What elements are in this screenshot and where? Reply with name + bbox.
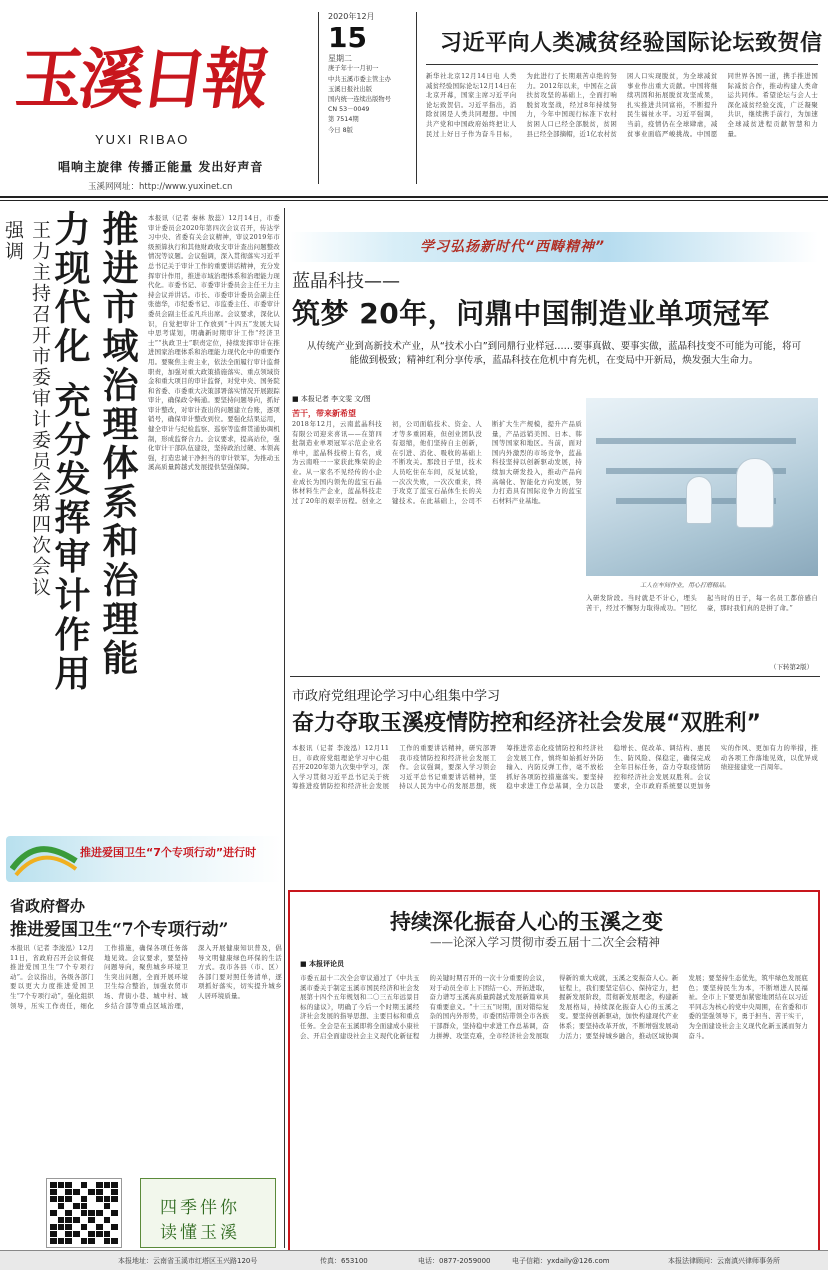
qr-cell (96, 1189, 103, 1195)
masthead-slogan: 唱响主旋律 传播正能量 发出好声音 (58, 160, 264, 174)
qr-cell (104, 1238, 111, 1244)
cn-label: 国内统一连续出版物号 (328, 96, 391, 104)
qr-cell (104, 1217, 111, 1223)
qr-cell (111, 1224, 118, 1230)
qr-cell (73, 1224, 80, 1230)
aiwei-headline-1[interactable]: 省政府督办 (10, 897, 86, 915)
qr-cell (65, 1182, 72, 1188)
commentary-headline[interactable]: 持续深化振奋人心的玉溪之变 (390, 909, 663, 934)
qr-cell (58, 1203, 65, 1209)
top-story-headline[interactable]: 习近平向人类减贫经验国际论坛致贺信 (440, 31, 823, 56)
qr-cell (58, 1189, 65, 1195)
section-rule (290, 676, 820, 677)
issue-number: 第 7514期 (328, 116, 359, 124)
qr-cell (50, 1203, 57, 1209)
byline-square-icon: ■ (292, 395, 301, 403)
qr-cell (96, 1217, 103, 1223)
qr-cell (104, 1224, 111, 1230)
qr-cell (65, 1196, 72, 1202)
qr-cell (50, 1238, 57, 1244)
commentary-label: ■ 本报评论员 (300, 960, 345, 968)
qr-cell (88, 1182, 95, 1188)
qr-cell (58, 1182, 65, 1188)
qr-cell (58, 1217, 65, 1223)
party-kicker: 市政府党组理论学习中心组集中学习 (292, 689, 501, 704)
photo-machine-row (596, 438, 796, 444)
qr-cell (96, 1231, 103, 1237)
qr-cell (88, 1196, 95, 1202)
qr-cell (50, 1196, 57, 1202)
qr-cell (96, 1224, 103, 1230)
left-story-subhead: 王力主持召开市委审计委员会第四次会议强调 (2, 220, 51, 598)
qr-cell (111, 1231, 118, 1237)
qr-cell (96, 1210, 103, 1216)
qr-cell (111, 1217, 118, 1223)
feature-body-continued: 入研发阶段。当时就是不计心，埋头苦干，经过不懈努力取得成功。“回忆起当时的日子，每一名员工都倍感自豪，那时我们真的是拼了命。” (586, 594, 818, 612)
party-headline[interactable]: 奋力夺取玉溪疫情防控和经济社会发展“双胜利” (292, 711, 761, 736)
date-info-box (328, 12, 404, 184)
photo-caption: 工人在车间作业，用心打磨精品。 (640, 582, 731, 589)
feature-deck: 从传统产业到高新技术产业，从“技术小白”到同鼎行业样冠……要事真做、要事实做，蓝晶科技变不可能为可能，将可能做到极致；精神红利分享传承，蓝晶科技在危机中育先机，在变局中开新局，焕发强大生命力。 (306, 341, 802, 366)
qr-cell (104, 1189, 111, 1195)
masthead-pinyin: YUXI RIBAO (95, 132, 190, 147)
qr-cell (104, 1182, 111, 1188)
seasons-ad-line-1: 四季伴你 (160, 1198, 240, 1218)
feature-byline: ■ 本报记者 李文雯 文/图 (292, 395, 371, 403)
study-banner-text: 学习弘扬新时代“西畴精神” (420, 239, 606, 255)
newspaper-logo[interactable] (11, 26, 271, 126)
date-lunar: 庚子年十一月初一 (328, 65, 379, 73)
qr-cell (111, 1238, 118, 1244)
qr-cell (50, 1231, 57, 1237)
left-story-headline[interactable]: 推进市域治理体系和治理能力现代化 充分发挥审计作用 (49, 210, 139, 694)
date-weekday: 星期二 (328, 54, 352, 64)
qr-cell (88, 1224, 95, 1230)
qr-cell (73, 1182, 80, 1188)
qr-cell (58, 1224, 65, 1230)
qr-cell (81, 1196, 88, 1202)
qr-cell (111, 1189, 118, 1195)
qr-cell (104, 1196, 111, 1202)
qr-cell (88, 1189, 95, 1195)
qr-cell (58, 1238, 65, 1244)
qr-cell (81, 1203, 88, 1209)
qr-cell (96, 1238, 103, 1244)
qr-cell (58, 1210, 65, 1216)
footer-legal: 本报法律顾问：云南滇兴律师事务所 (668, 1257, 780, 1265)
qr-cell (58, 1196, 65, 1202)
masthead-divider (416, 12, 417, 184)
qr-cell (65, 1189, 72, 1195)
label-square-icon: ■ (300, 960, 310, 968)
qr-cell (111, 1210, 118, 1216)
qr-cell (81, 1189, 88, 1195)
qr-cell (73, 1189, 80, 1195)
qr-cell (111, 1203, 118, 1209)
qr-cell (73, 1203, 80, 1209)
footer-fax: 传真：653100 (320, 1257, 368, 1265)
qr-cell (81, 1238, 88, 1244)
qr-cell (73, 1196, 80, 1202)
qr-cell (65, 1224, 72, 1230)
top-story-rule (426, 64, 818, 65)
qr-cell (65, 1238, 72, 1244)
qr-cell (65, 1231, 72, 1237)
site-url[interactable]: 玉溪网网址：http://www.yuxinet.cn (88, 182, 233, 192)
logo-text: 玉溪日報 (11, 40, 271, 118)
qr-cell (88, 1203, 95, 1209)
masthead-divider (318, 12, 319, 184)
qr-cell (111, 1196, 118, 1202)
qr-cell (88, 1238, 95, 1244)
qr-cell (81, 1231, 88, 1237)
feature-body: 2018年12月，云南蓝晶科技有限公司迎来喜讯——在第四批制造业单项冠军示范企业名单中，蓝晶科技榜上有名，成为云南唯一一家获此殊荣的企业。从一家名不见经传的小企业成长为国内领先的蓝宝石晶体材料生产企业，蓝晶科技走过了20年的艰辛历程。创业之初，公司面临技术、资金、人才等多重困难，但创业团队没有退缩，他们坚持自主创新，在引进、消化、吸收的基础上不断攻关。那段日子里，技术人员吃住在车间，反复试验，一次次失败，一次次重来，终于攻克了蓝宝石晶体生长的关键技术。在此基础上，公司不断扩大生产规模，提升产品质量，产品远销美国、日本、韩国等国家和地区。当前，面对国内外激烈的市场竞争，蓝晶科技坚持以创新驱动发展，持续加大研发投入，推动产品向高端化、智能化方向发展，努力打造具有国际竞争力的蓝宝石材料产业基地。 (292, 420, 582, 505)
aiwei-body: 本报讯（记者 李浚泓）12月11日，省政府召开会议督促推进爱国卫生“7个专项行动”。会议指出，各级各部门要以更大力度推进爱国卫生“7个专项行动”，强化组织领导，压实工作责任，细化工作措施，确保各项任务落地见效。会议要求，要坚持问题导向，聚焦城乡环境卫生突出问题，全面开展环境卫生综合整治，加强农贸市场、背街小巷、城中村、城乡结合部等重点区域治理，深入开展健康知识普及，倡导文明健康绿色环保的生活方式。我市各县（市、区）各部门要对照任务清单，逐项抓好落实，切实提升城乡人居环境质量。 (10, 944, 282, 1010)
feature-headline[interactable]: 筑梦 20年，问鼎中国制造业单项冠军 (292, 297, 770, 330)
continued-link[interactable]: （下转第2版） (770, 663, 814, 671)
qr-cell (104, 1231, 111, 1237)
page-count: 今日 8版 (328, 126, 353, 134)
qr-cell (50, 1217, 57, 1223)
qr-cell (81, 1210, 88, 1216)
aiwei-banner-text: 推进爱国卫生“7个专项行动”进行时 (80, 846, 257, 859)
qr-cell (88, 1210, 95, 1216)
photo-worker (736, 458, 774, 528)
commentary-body: 市委五届十二次全会审议通过了《中共玉溪市委关于制定玉溪市国民经济和社会发展第十四个五年规划和二〇三五年远景目标的建议》，明确了今后一个时期玉溪经济社会发展的指导思想、主要目标和重点任务。全会是在玉溪即将全面建成小康社会、开启全面建设社会主义现代化新征程的关键时期召开的一次十分重要的会议，对于动员全市上下团结一心、开拓进取，奋力谱写玉溪高质量跨越式发展新篇章具有重要意义。“十三五”时期，面对错综复杂的国内外形势，市委团结带领全市各族干部群众，坚持稳中求进工作总基调，奋力拼搏、攻坚克难，全市经济社会发展取得新的重大成就，玉溪之变振奋人心。新征程上，我们要坚定信心、保持定力，把握新发展阶段，贯彻新发展理念，构建新发展格局，持续深化振奋人心的玉溪之变。要坚持创新驱动，加快构建现代产业体系；要坚持改革开放，不断增强发展动力活力；要坚持城乡融合，推动区域协调发展；要坚持生态优先，筑牢绿色发展底色；要坚持民生为本，不断增进人民福祉。全市上下要更加紧密地团结在以习近平同志为核心的党中央周围，在省委和市委的坚强领导下，勇于担当、苦干实干，为全面建设社会主义现代化新玉溪而努力奋斗。 (300, 974, 808, 1040)
qr-cell (81, 1217, 88, 1223)
footer-phone: 电话：0877-2059000 (418, 1257, 491, 1265)
qr-cell (73, 1217, 80, 1223)
qr-cell (81, 1224, 88, 1230)
qr-cell (104, 1210, 111, 1216)
qr-cell (73, 1210, 80, 1216)
feature-kicker: 蓝晶科技—— (292, 271, 400, 292)
masthead-bottom-rule (0, 196, 828, 198)
qr-cell (81, 1182, 88, 1188)
party-body: 本报讯（记者 李浚泓）12月11日，市政府党组理论学习中心组召开2020年第九次集中学习，深入学习贯彻习近平总书记关于统筹推进疫情防控和经济社会发展工作的重要讲话精神，研究部署我市疫情防控和经济社会发展工作。会议强调，要深入学习领会习近平总书记重要讲话精神，坚持以人民为中心的发展思想，统筹推进常态化疫情防控和经济社会发展工作，慎终如始抓好外防输入、内防反弹工作，毫不放松抓好各项防控措施落实。要坚持稳中求进工作总基调，全力以赴稳增长、促改革、调结构、惠民生、防风险、保稳定，确保完成全年目标任务，奋力夺取疫情防控和经济社会发展双胜利。会议要求，全市政府系统要以更加务实的作风、更加有力的举措，推动各项工作落地见效，以优异成绩迎接建党一百周年。 (292, 744, 818, 791)
left-story-body: 本报讯（记者 秦林 敖蕊）12月14日，市委审计委员会2020年第四次会议召开，传达学习中央、省委有关会议精神，审议2019年市级预算执行和其他财政收支审计查出问题整改情况等议题。会议强调，深入贯彻落实习近平总书记关于审计工作的重要讲话精神，充分发挥审计作用，推进市域治理体系和治理能力现代化。市委书记、市委审计委员会主任王力主持会议并讲话。市长、市委审计委员会副主任张德华，市纪委书记、市监委主任、市委审计委员会副主任孟凡兵出席。会议要求，深化认识，自觉把审计工作放到“十四五”发展大局中思考谋划，明确新时期审计工作“经济卫士”“执政卫士”职责定位，持续发挥审计在推进国家治理体系和治理能力现代化中的重要作用。要聚焦主责主业，依法全面履行审计监督职责，加强对重大政策措施落实、重点领域资金和重大项目的审计监督，对党中央、国务院和省委、市委重大决策部署落实情况开展跟踪审计，确保政令畅通。要坚持问题导向，抓好审计整改，对审计查出的问题建立台账，逐项销号，确保审计整改到位。要强化结果运用，健全审计与纪检监察、巡察等监督贯通协调机制，形成监督合力。会议要求，提高站位，强化审计干部队伍建设，坚持政治过硬、本领高强，打造忠诚干净担当的审计铁军，为推动玉溪高质量跨越式发展提供坚强保障。 (148, 214, 280, 472)
qr-cell (88, 1231, 95, 1237)
qr-code[interactable] (46, 1178, 122, 1248)
qr-cell (96, 1196, 103, 1202)
factory-photo (586, 398, 818, 576)
green-ribbon-icon (10, 839, 80, 879)
top-story-body: 新华社北京12月14日电 人类减贫经验国际论坛12月14日在北京开幕，国家主席习近平向论坛致贺信。习近平指出，消除贫困是人类共同理想。中国共产党和中国政府始终把让人民过上好日子作为奋斗目标，为此进行了长期艰苦卓绝的努力。2012年以来，中国在之前扶贫攻坚的基础上，全面打响脱贫攻坚战，经过8年持续努力，今年中国现行标准下农村贫困人口已经全部脱贫，贫困县已经全部摘帽，近1亿农村贫困人口实现脱贫，为全球减贫事业作出重大贡献。中国将继续巩固和拓展脱贫攻坚成果，扎实推进共同富裕，不断提升民生福祉水平。习近平强调，当前，疫情仍在全球肆虐，减贫事业面临严峻挑战。中国愿同世界各国一道，携手推进国际减贫合作，推动构建人类命运共同体。希望论坛与会人士深化减贫经验交流，广泛凝聚共识，继续携手前行，为加速全球减贫进程贡献智慧和力量。 (426, 72, 818, 138)
aiwei-headline-2[interactable]: 推进爱国卫生“7个专项行动” (10, 920, 229, 940)
date-year-month: 2020年12月 (328, 12, 375, 21)
seasons-ad-line-2: 读懂玉溪 (160, 1223, 240, 1243)
qr-cell (73, 1238, 80, 1244)
qr-cell (58, 1231, 65, 1237)
qr-cell (50, 1210, 57, 1216)
qr-cell (65, 1210, 72, 1216)
footer-address: 本报地址：云南省玉溪市红塔区玉兴路120号 (118, 1257, 258, 1265)
footer-bar (0, 1250, 828, 1270)
qr-cell (65, 1217, 72, 1223)
qr-cell (65, 1203, 72, 1209)
footer-email[interactable]: 电子信箱：yxdaily@126.com (512, 1257, 610, 1265)
qr-cell (73, 1231, 80, 1237)
qr-cell (50, 1189, 57, 1195)
publisher: 玉溪日报社出版 (328, 85, 373, 93)
qr-cell (88, 1217, 95, 1223)
qr-cell (50, 1224, 57, 1230)
sponsor: 中共玉溪市委主管主办 (328, 75, 391, 83)
photo-worker (686, 476, 712, 524)
commentary-subhead: ——论深入学习贯彻市委五届十二次全会精神 (430, 935, 660, 949)
cn-code: CN 53－0049 (328, 106, 370, 114)
qr-cell (104, 1203, 111, 1209)
masthead-bottom-rule (0, 200, 828, 201)
qr-cell (96, 1182, 103, 1188)
qr-cell (50, 1182, 57, 1188)
feature-subhead: 苦干，带来新希望 (292, 408, 356, 418)
qr-cell (96, 1203, 103, 1209)
qr-cell (111, 1182, 118, 1188)
column-divider (284, 208, 285, 1248)
date-day: 15 (328, 21, 367, 55)
